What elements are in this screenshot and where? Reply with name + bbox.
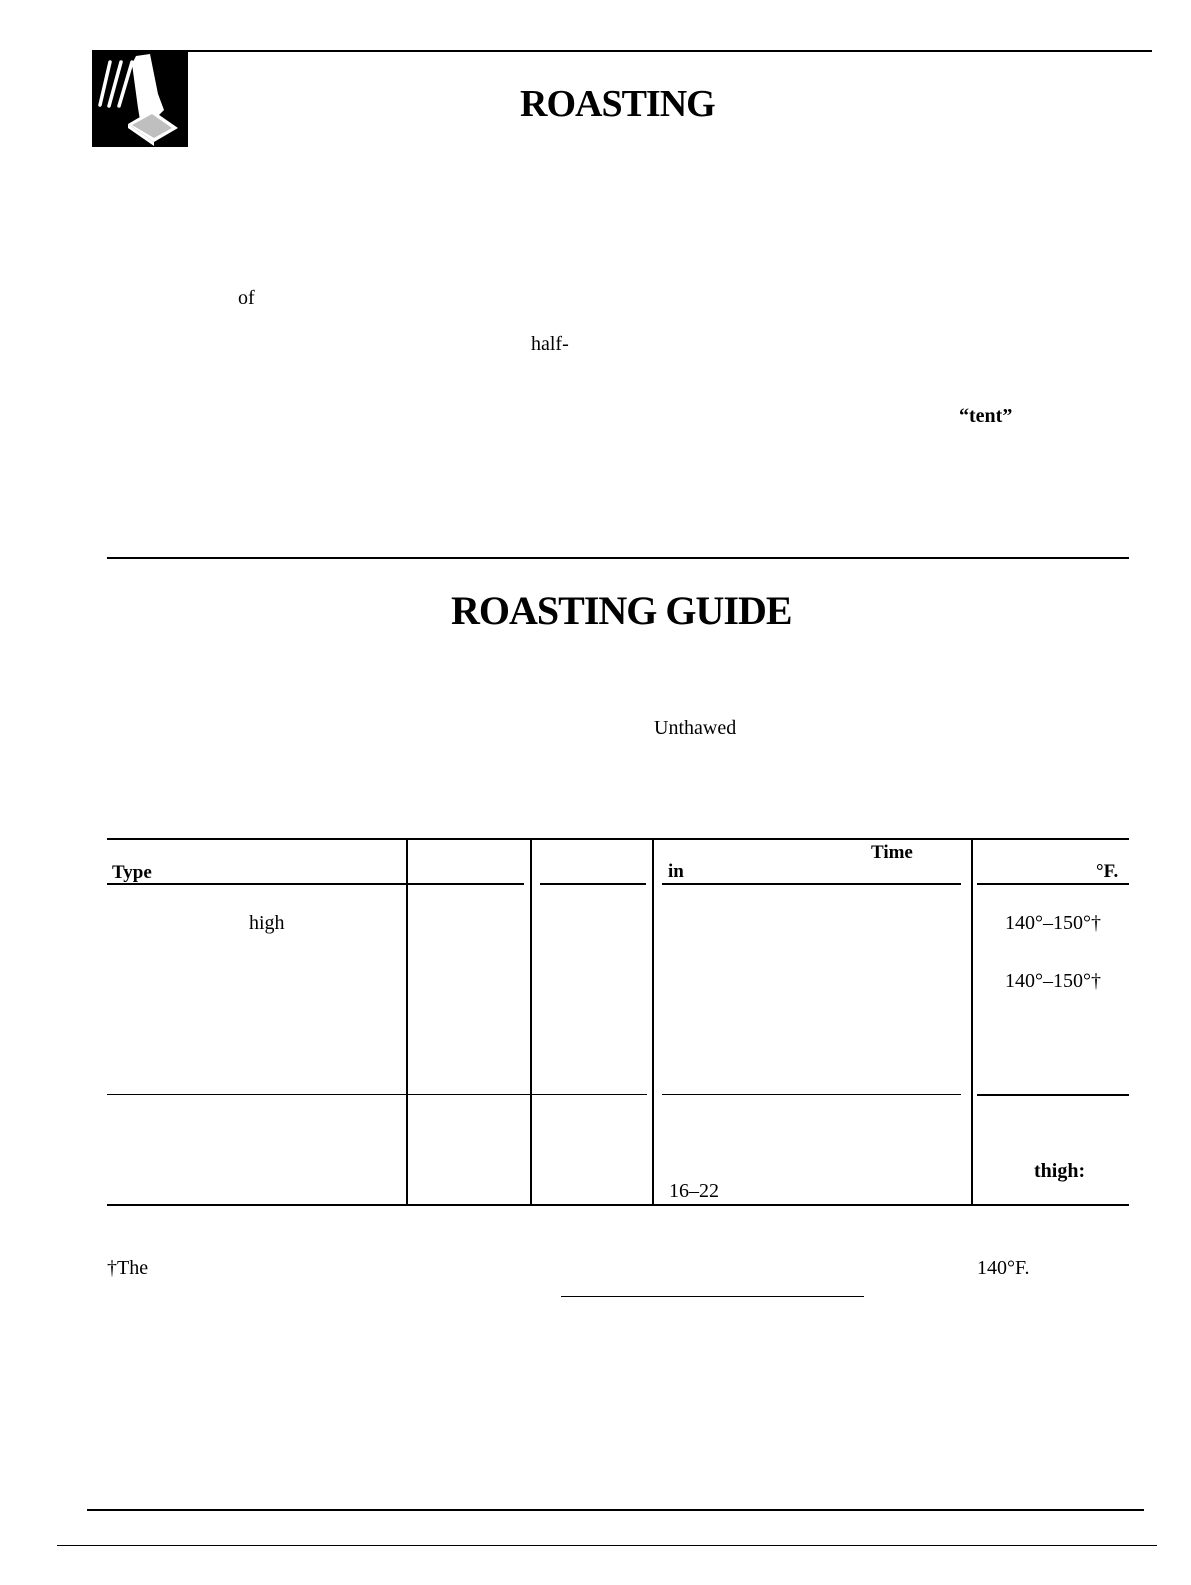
poultry-temp-fragment: thigh: xyxy=(1034,1160,1086,1182)
column-divider-2 xyxy=(530,838,532,1205)
footer-rule-lower xyxy=(57,1545,1157,1546)
row-separator-left xyxy=(107,1094,647,1095)
intro-fragment-tent: “tent” xyxy=(959,405,1013,427)
row-separator-temp xyxy=(977,1094,1129,1096)
header-type: Type xyxy=(112,862,152,883)
table-bottom-rule xyxy=(107,1204,1129,1206)
page-title: ROASTING xyxy=(520,83,715,125)
table-top-rule xyxy=(107,838,1129,840)
header-underline-col3 xyxy=(540,883,646,885)
column-divider-3 xyxy=(652,838,654,1205)
footnote-underline xyxy=(561,1296,864,1297)
guide-title: ROASTING GUIDE xyxy=(451,588,792,633)
section-divider xyxy=(107,557,1129,559)
intro-fragment-half: half- xyxy=(531,333,569,355)
temp-row-1: 140°–150°† xyxy=(1005,912,1101,934)
intro-fragment-of: of xyxy=(238,287,255,309)
column-divider-1 xyxy=(406,838,408,1205)
footnote-temp: 140°F. xyxy=(977,1257,1030,1279)
header-underline-time xyxy=(662,883,961,885)
hand-pressing-button-icon xyxy=(92,50,188,147)
header-underline-temp xyxy=(977,883,1129,885)
row-separator-time xyxy=(662,1094,961,1095)
header-time-top: Time xyxy=(871,842,913,863)
header-temp: °F. xyxy=(1096,861,1119,882)
guide-note-fragment: Unthawed xyxy=(654,717,737,739)
header-underline-type xyxy=(107,883,524,885)
column-divider-4 xyxy=(971,838,973,1205)
temp-row-2: 140°–150°† xyxy=(1005,970,1101,992)
header-rule xyxy=(92,50,1152,52)
meat-type-fragment: high xyxy=(249,912,285,934)
header-time-bottom: in xyxy=(668,861,684,882)
poultry-time-fragment: 16–22 xyxy=(669,1180,719,1202)
footer-rule-upper xyxy=(87,1509,1144,1511)
footnote-mark: †The xyxy=(107,1257,149,1279)
